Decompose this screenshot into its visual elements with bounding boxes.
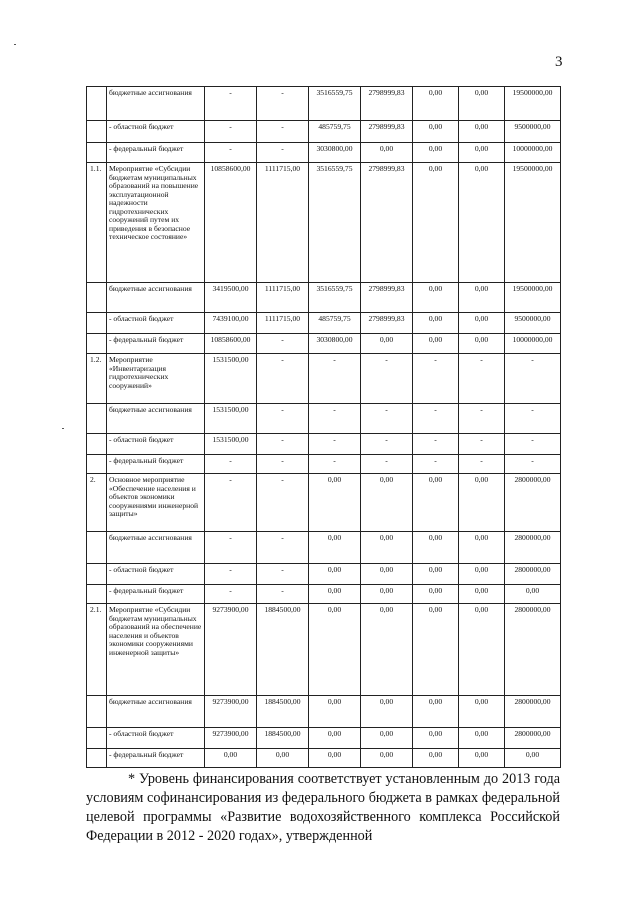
value-cell: - — [257, 143, 309, 163]
value-cell: 0,00 — [309, 696, 361, 728]
row-index — [87, 404, 107, 434]
value-cell: 0,00 — [459, 283, 505, 313]
value-cell: - — [257, 564, 309, 585]
table-row — [87, 696, 561, 728]
value-cell: 1884500,00 — [257, 728, 309, 749]
value-cell: 0,00 — [459, 313, 505, 334]
row-index — [87, 749, 107, 768]
value-cell: - — [413, 354, 459, 404]
value-cell: - — [361, 404, 413, 434]
row-index — [87, 585, 107, 604]
value-cell: 2798999,83 — [361, 121, 413, 143]
table-row — [87, 121, 561, 143]
value-cell: - — [459, 434, 505, 455]
row-label: бюджетные ассигнования — [107, 283, 205, 313]
value-cell: - — [205, 87, 257, 121]
value-cell: 2798999,83 — [361, 87, 413, 121]
value-cell: 0,00 — [361, 143, 413, 163]
value-cell: 3419500,00 — [205, 283, 257, 313]
value-cell: 0,00 — [309, 564, 361, 585]
row-label: Основное мероприятие «Обеспечение населения и объектов экономики сооружениями инженерной защиты» — [107, 474, 205, 532]
value-cell: 0,00 — [459, 749, 505, 768]
row-index: 1.2. — [87, 354, 107, 404]
row-label: - областной бюджет — [107, 313, 205, 334]
table-row — [87, 163, 561, 283]
value-cell: 9273900,00 — [205, 696, 257, 728]
row-index — [87, 143, 107, 163]
value-cell: 19500000,00 — [505, 87, 561, 121]
footnote — [86, 770, 560, 846]
row-label: Мероприятие «Субсидии бюджетам муниципальных образований на обеспечение населения и объектов экономики сооружениями инженерной защиты» — [107, 604, 205, 696]
value-cell: 0,00 — [413, 728, 459, 749]
value-cell: 3516559,75 — [309, 87, 361, 121]
value-cell: 0,00 — [413, 532, 459, 564]
row-index — [87, 313, 107, 334]
value-cell: 0,00 — [413, 749, 459, 768]
value-cell: - — [459, 354, 505, 404]
value-cell: - — [257, 404, 309, 434]
value-cell: 485759,75 — [309, 121, 361, 143]
row-label: - федеральный бюджет — [107, 585, 205, 604]
value-cell: - — [257, 87, 309, 121]
value-cell: 2800000,00 — [505, 696, 561, 728]
value-cell: - — [257, 434, 309, 455]
value-cell: - — [361, 434, 413, 455]
row-index — [87, 696, 107, 728]
funding-table — [86, 86, 561, 768]
value-cell: - — [361, 354, 413, 404]
value-cell: 1531500,00 — [205, 404, 257, 434]
value-cell: 2800000,00 — [505, 564, 561, 585]
value-cell: 0,00 — [361, 604, 413, 696]
row-label: бюджетные ассигнования — [107, 532, 205, 564]
value-cell: 9273900,00 — [205, 604, 257, 696]
value-cell: 0,00 — [361, 585, 413, 604]
table-row — [87, 87, 561, 121]
value-cell: 0,00 — [309, 585, 361, 604]
row-index — [87, 532, 107, 564]
value-cell: - — [257, 334, 309, 354]
value-cell: - — [205, 585, 257, 604]
row-index — [87, 121, 107, 143]
row-label: - областной бюджет — [107, 434, 205, 455]
value-cell: 1884500,00 — [257, 604, 309, 696]
value-cell: 9500000,00 — [505, 121, 561, 143]
table-row — [87, 313, 561, 334]
value-cell: 2800000,00 — [505, 532, 561, 564]
row-label: бюджетные ассигнования — [107, 87, 205, 121]
value-cell: - — [205, 121, 257, 143]
value-cell: 0,00 — [413, 163, 459, 283]
value-cell: 0,00 — [505, 585, 561, 604]
value-cell: 1531500,00 — [205, 354, 257, 404]
scan-mark — [62, 428, 64, 429]
value-cell: - — [459, 404, 505, 434]
value-cell: - — [205, 455, 257, 474]
row-index: 2. — [87, 474, 107, 532]
value-cell: - — [205, 532, 257, 564]
value-cell: 2798999,83 — [361, 313, 413, 334]
row-index — [87, 455, 107, 474]
value-cell: 0,00 — [361, 749, 413, 768]
value-cell: 0,00 — [413, 585, 459, 604]
value-cell: - — [257, 455, 309, 474]
value-cell: 0,00 — [413, 474, 459, 532]
value-cell: - — [413, 404, 459, 434]
value-cell: 0,00 — [459, 696, 505, 728]
value-cell: 19500000,00 — [505, 163, 561, 283]
value-cell: 1884500,00 — [257, 696, 309, 728]
value-cell: 0,00 — [413, 313, 459, 334]
value-cell: 2798999,83 — [361, 283, 413, 313]
value-cell: 0,00 — [459, 532, 505, 564]
value-cell: - — [505, 404, 561, 434]
row-index — [87, 728, 107, 749]
value-cell: 0,00 — [205, 749, 257, 768]
value-cell: 0,00 — [459, 728, 505, 749]
table-row — [87, 564, 561, 585]
value-cell: - — [505, 434, 561, 455]
value-cell: 0,00 — [413, 87, 459, 121]
value-cell: 2798999,83 — [361, 163, 413, 283]
row-index — [87, 434, 107, 455]
row-label: - областной бюджет — [107, 121, 205, 143]
value-cell: 1111715,00 — [257, 313, 309, 334]
table-row — [87, 143, 561, 163]
value-cell: 0,00 — [413, 143, 459, 163]
value-cell: 0,00 — [413, 334, 459, 354]
value-cell: 1111715,00 — [257, 163, 309, 283]
value-cell: 0,00 — [309, 728, 361, 749]
row-index — [87, 334, 107, 354]
table-row — [87, 585, 561, 604]
value-cell: 0,00 — [361, 564, 413, 585]
value-cell: 0,00 — [361, 696, 413, 728]
value-cell: - — [413, 455, 459, 474]
row-label: - федеральный бюджет — [107, 455, 205, 474]
row-label: - областной бюджет — [107, 728, 205, 749]
value-cell: - — [257, 474, 309, 532]
row-index — [87, 283, 107, 313]
value-cell: 0,00 — [459, 334, 505, 354]
row-label: Мероприятие «Инвентаризация гидротехнических сооружений» — [107, 354, 205, 404]
value-cell: - — [205, 564, 257, 585]
value-cell: 485759,75 — [309, 313, 361, 334]
value-cell: 0,00 — [459, 143, 505, 163]
value-cell: - — [459, 455, 505, 474]
row-label: - федеральный бюджет — [107, 143, 205, 163]
value-cell: 0,00 — [309, 749, 361, 768]
value-cell: - — [257, 354, 309, 404]
value-cell: 0,00 — [459, 604, 505, 696]
value-cell: 2800000,00 — [505, 728, 561, 749]
value-cell: - — [205, 143, 257, 163]
table-row — [87, 434, 561, 455]
value-cell: 3516559,75 — [309, 163, 361, 283]
value-cell: - — [309, 404, 361, 434]
table-row — [87, 474, 561, 532]
table-row — [87, 532, 561, 564]
value-cell: 0,00 — [413, 121, 459, 143]
value-cell: - — [505, 354, 561, 404]
value-cell: 2800000,00 — [505, 604, 561, 696]
value-cell: 0,00 — [459, 564, 505, 585]
value-cell: 7439100,00 — [205, 313, 257, 334]
value-cell: 3516559,75 — [309, 283, 361, 313]
value-cell: 0,00 — [361, 474, 413, 532]
table-row — [87, 728, 561, 749]
value-cell: - — [505, 455, 561, 474]
value-cell: - — [205, 474, 257, 532]
value-cell: 0,00 — [459, 121, 505, 143]
value-cell: - — [413, 434, 459, 455]
value-cell: 0,00 — [413, 564, 459, 585]
value-cell: - — [257, 532, 309, 564]
row-index: 2.1. — [87, 604, 107, 696]
table-row — [87, 604, 561, 696]
scan-mark — [14, 44, 16, 45]
value-cell: 3030800,00 — [309, 334, 361, 354]
value-cell: 0,00 — [413, 283, 459, 313]
value-cell: 10000000,00 — [505, 334, 561, 354]
value-cell: 3030800,00 — [309, 143, 361, 163]
row-label: - федеральный бюджет — [107, 749, 205, 768]
table-row — [87, 749, 561, 768]
value-cell: 1531500,00 — [205, 434, 257, 455]
page-number: 3 — [555, 54, 563, 70]
row-index — [87, 564, 107, 585]
value-cell: 0,00 — [459, 585, 505, 604]
value-cell: 9500000,00 — [505, 313, 561, 334]
value-cell: 0,00 — [459, 474, 505, 532]
value-cell: 10858600,00 — [205, 163, 257, 283]
value-cell: 2800000,00 — [505, 474, 561, 532]
row-label: бюджетные ассигнования — [107, 696, 205, 728]
funding-table-body — [87, 87, 561, 768]
value-cell: 0,00 — [361, 334, 413, 354]
value-cell: - — [257, 121, 309, 143]
value-cell: - — [309, 455, 361, 474]
value-cell: 0,00 — [309, 474, 361, 532]
value-cell: 19500000,00 — [505, 283, 561, 313]
value-cell: 0,00 — [413, 604, 459, 696]
value-cell: 10858600,00 — [205, 334, 257, 354]
value-cell: 0,00 — [459, 163, 505, 283]
value-cell: 1111715,00 — [257, 283, 309, 313]
table-row — [87, 283, 561, 313]
value-cell: 10000000,00 — [505, 143, 561, 163]
row-index — [87, 87, 107, 121]
row-index: 1.1. — [87, 163, 107, 283]
row-label: бюджетные ассигнования — [107, 404, 205, 434]
value-cell: - — [309, 434, 361, 455]
value-cell: 0,00 — [309, 604, 361, 696]
value-cell: 0,00 — [361, 532, 413, 564]
table-row — [87, 404, 561, 434]
value-cell: 9273900,00 — [205, 728, 257, 749]
footnote-text: * Уровень финансирования соответствует установленным до 2013 года условиям софинансирования из федерального бюджета в рамках федеральной целевой программы «Развитие водохозяйственного комплекса Российской Федерации в 2012 - 2020 годах», утвержденной — [86, 771, 560, 844]
row-label: - федеральный бюджет — [107, 334, 205, 354]
table-row — [87, 334, 561, 354]
table-row — [87, 354, 561, 404]
row-label: Мероприятие «Субсидии бюджетам муниципальных образований на повышение эксплуатационной надежности гидротехнических сооружений путем их приведения в безопасное техническое состояние» — [107, 163, 205, 283]
value-cell: 0,00 — [459, 87, 505, 121]
table-row — [87, 455, 561, 474]
value-cell: 0,00 — [257, 749, 309, 768]
value-cell: - — [309, 354, 361, 404]
value-cell: 0,00 — [505, 749, 561, 768]
value-cell: 0,00 — [361, 728, 413, 749]
value-cell: 0,00 — [309, 532, 361, 564]
value-cell: 0,00 — [413, 696, 459, 728]
value-cell: - — [257, 585, 309, 604]
value-cell: - — [361, 455, 413, 474]
row-label: - областной бюджет — [107, 564, 205, 585]
